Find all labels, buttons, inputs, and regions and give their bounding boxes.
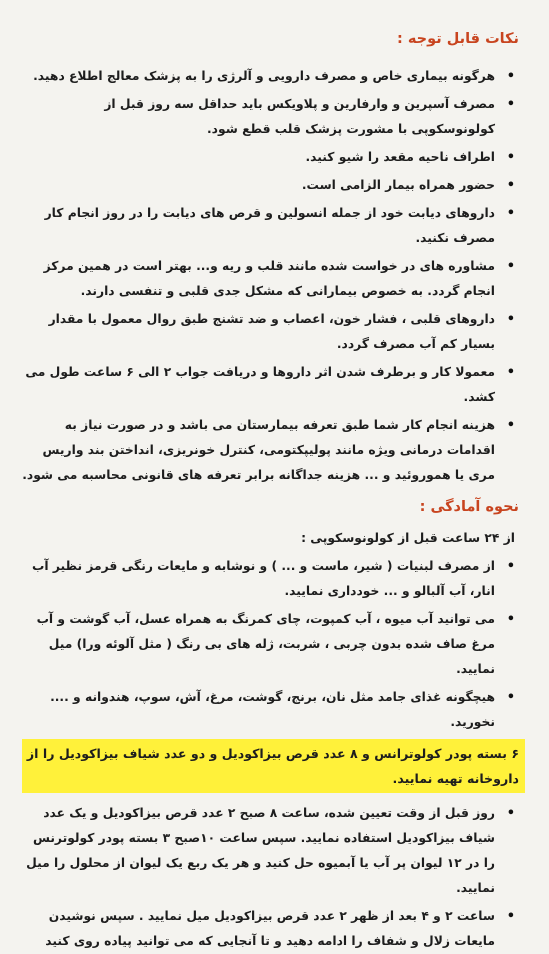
- list-item: • مصرف آسپرین و وارفارین و پلاویکس باید حداقل سه روز قبل از کولونوسکوپی با مشورت پزشک قلب قطع شود.: [22, 92, 519, 142]
- list-item: • معمولا کار و برطرف شدن اثر داروها و دریافت جواب ۲ الی ۶ ساعت طول می کشد.: [22, 360, 519, 410]
- notes-heading: نکات قابل توجه :: [397, 31, 519, 47]
- schedule-list: [22, 801, 519, 954]
- list-item: • هرگونه بیماری خاص و مصرف دارویی و آلرژی را به پزشک معالج اطلاع دهید.: [22, 64, 519, 89]
- list-item: • از مصرف لبنیات ( شیر، ماست و ... ) و نوشابه و مایعات رنگی قرمز نظیر آب انار، آب آلبالو و ... خودداری نمایید.: [22, 554, 519, 604]
- preparation-heading: نحوه آمادگی :: [419, 499, 519, 515]
- list-item: • ساعت ۲ و ۴ بعد از ظهر ۲ عدد قرص بیزاکودیل میل نمایید . سپس نوشیدن مایعات زلال و شفاف را ادامه دهید و تا آنجایی که می توانید پیاده روی کنید: [22, 904, 519, 954]
- list-item: • حضور همراه بیمار الزامی است.: [22, 173, 519, 198]
- list-item: • می توانید آب میوه ، آب کمپوت، چای کمرنگ به همراه عسل، آب گوشت و آب مرغ صاف شده بدون چربی ، شربت، ژله های بی رنگ ( مثل آلوئه ورا) میل نمایید.: [22, 607, 519, 682]
- notes-list: [22, 64, 519, 488]
- list-item: • داروهای دیابت خود از جمله انسولین و قرص های دیابت را در روز انجام کار مصرف نکنید.: [22, 201, 519, 251]
- list-item: • مشاوره های در خواست شده مانند قلب و ریه و... بهتر است در همین مرکز انجام گردد. به خصوص بیمارانی که مشکل جدی قلبی و تنفسی دارند.: [22, 254, 519, 304]
- list-item: • اطراف ناحیه مقعد را شیو کنید.: [22, 145, 519, 170]
- preparation-list: [22, 554, 519, 735]
- preparation-intro: از ۲۴ ساعت قبل از کولونوسکوپی :: [301, 531, 515, 545]
- list-item: • هیچگونه غذای جامد مثل نان، برنج، گوشت، مرغ، آش، سوپ، هندوانه و .... نخورید.: [22, 685, 519, 735]
- list-item: • هزینه انجام کار شما طبق تعرفه بیمارستان می باشد و در صورت نیاز به اقدامات درمانی ویژه مانند پولیپکتومی، کنترل خونریزی، انداختن بند واریس مری یا هموروئید و ... هزینه جداگانه برابر تعرفه های قانونی محاسبه می شود.: [22, 413, 519, 488]
- list-item: • داروهای قلبی ، فشار خون، اعصاب و ضد تشنج طبق روال معمول با مقدار بسیار کم آب مصرف گردد.: [22, 307, 519, 357]
- highlighted-instruction: ۶ بسته پودر کولوترانس و ۸ عدد قرص بیزاکودیل و دو عدد شیاف بیزاکودیل را از داروخانه تهیه نمایید.: [22, 739, 525, 793]
- list-item: • روز قبل از وقت تعیین شده، ساعت ۸ صبح ۲ عدد قرص بیزاکودیل و یک عدد شیاف بیزاکودیل استفاده نمایید. سپس ساعت ۱۰صبح ۳ بسته پودر کولوترنس را در ۱۲ لیوان پر آب یا آبمیوه حل کنید و هر یک ربع یک لیوان از محلول را میل نمایید.: [22, 801, 519, 901]
